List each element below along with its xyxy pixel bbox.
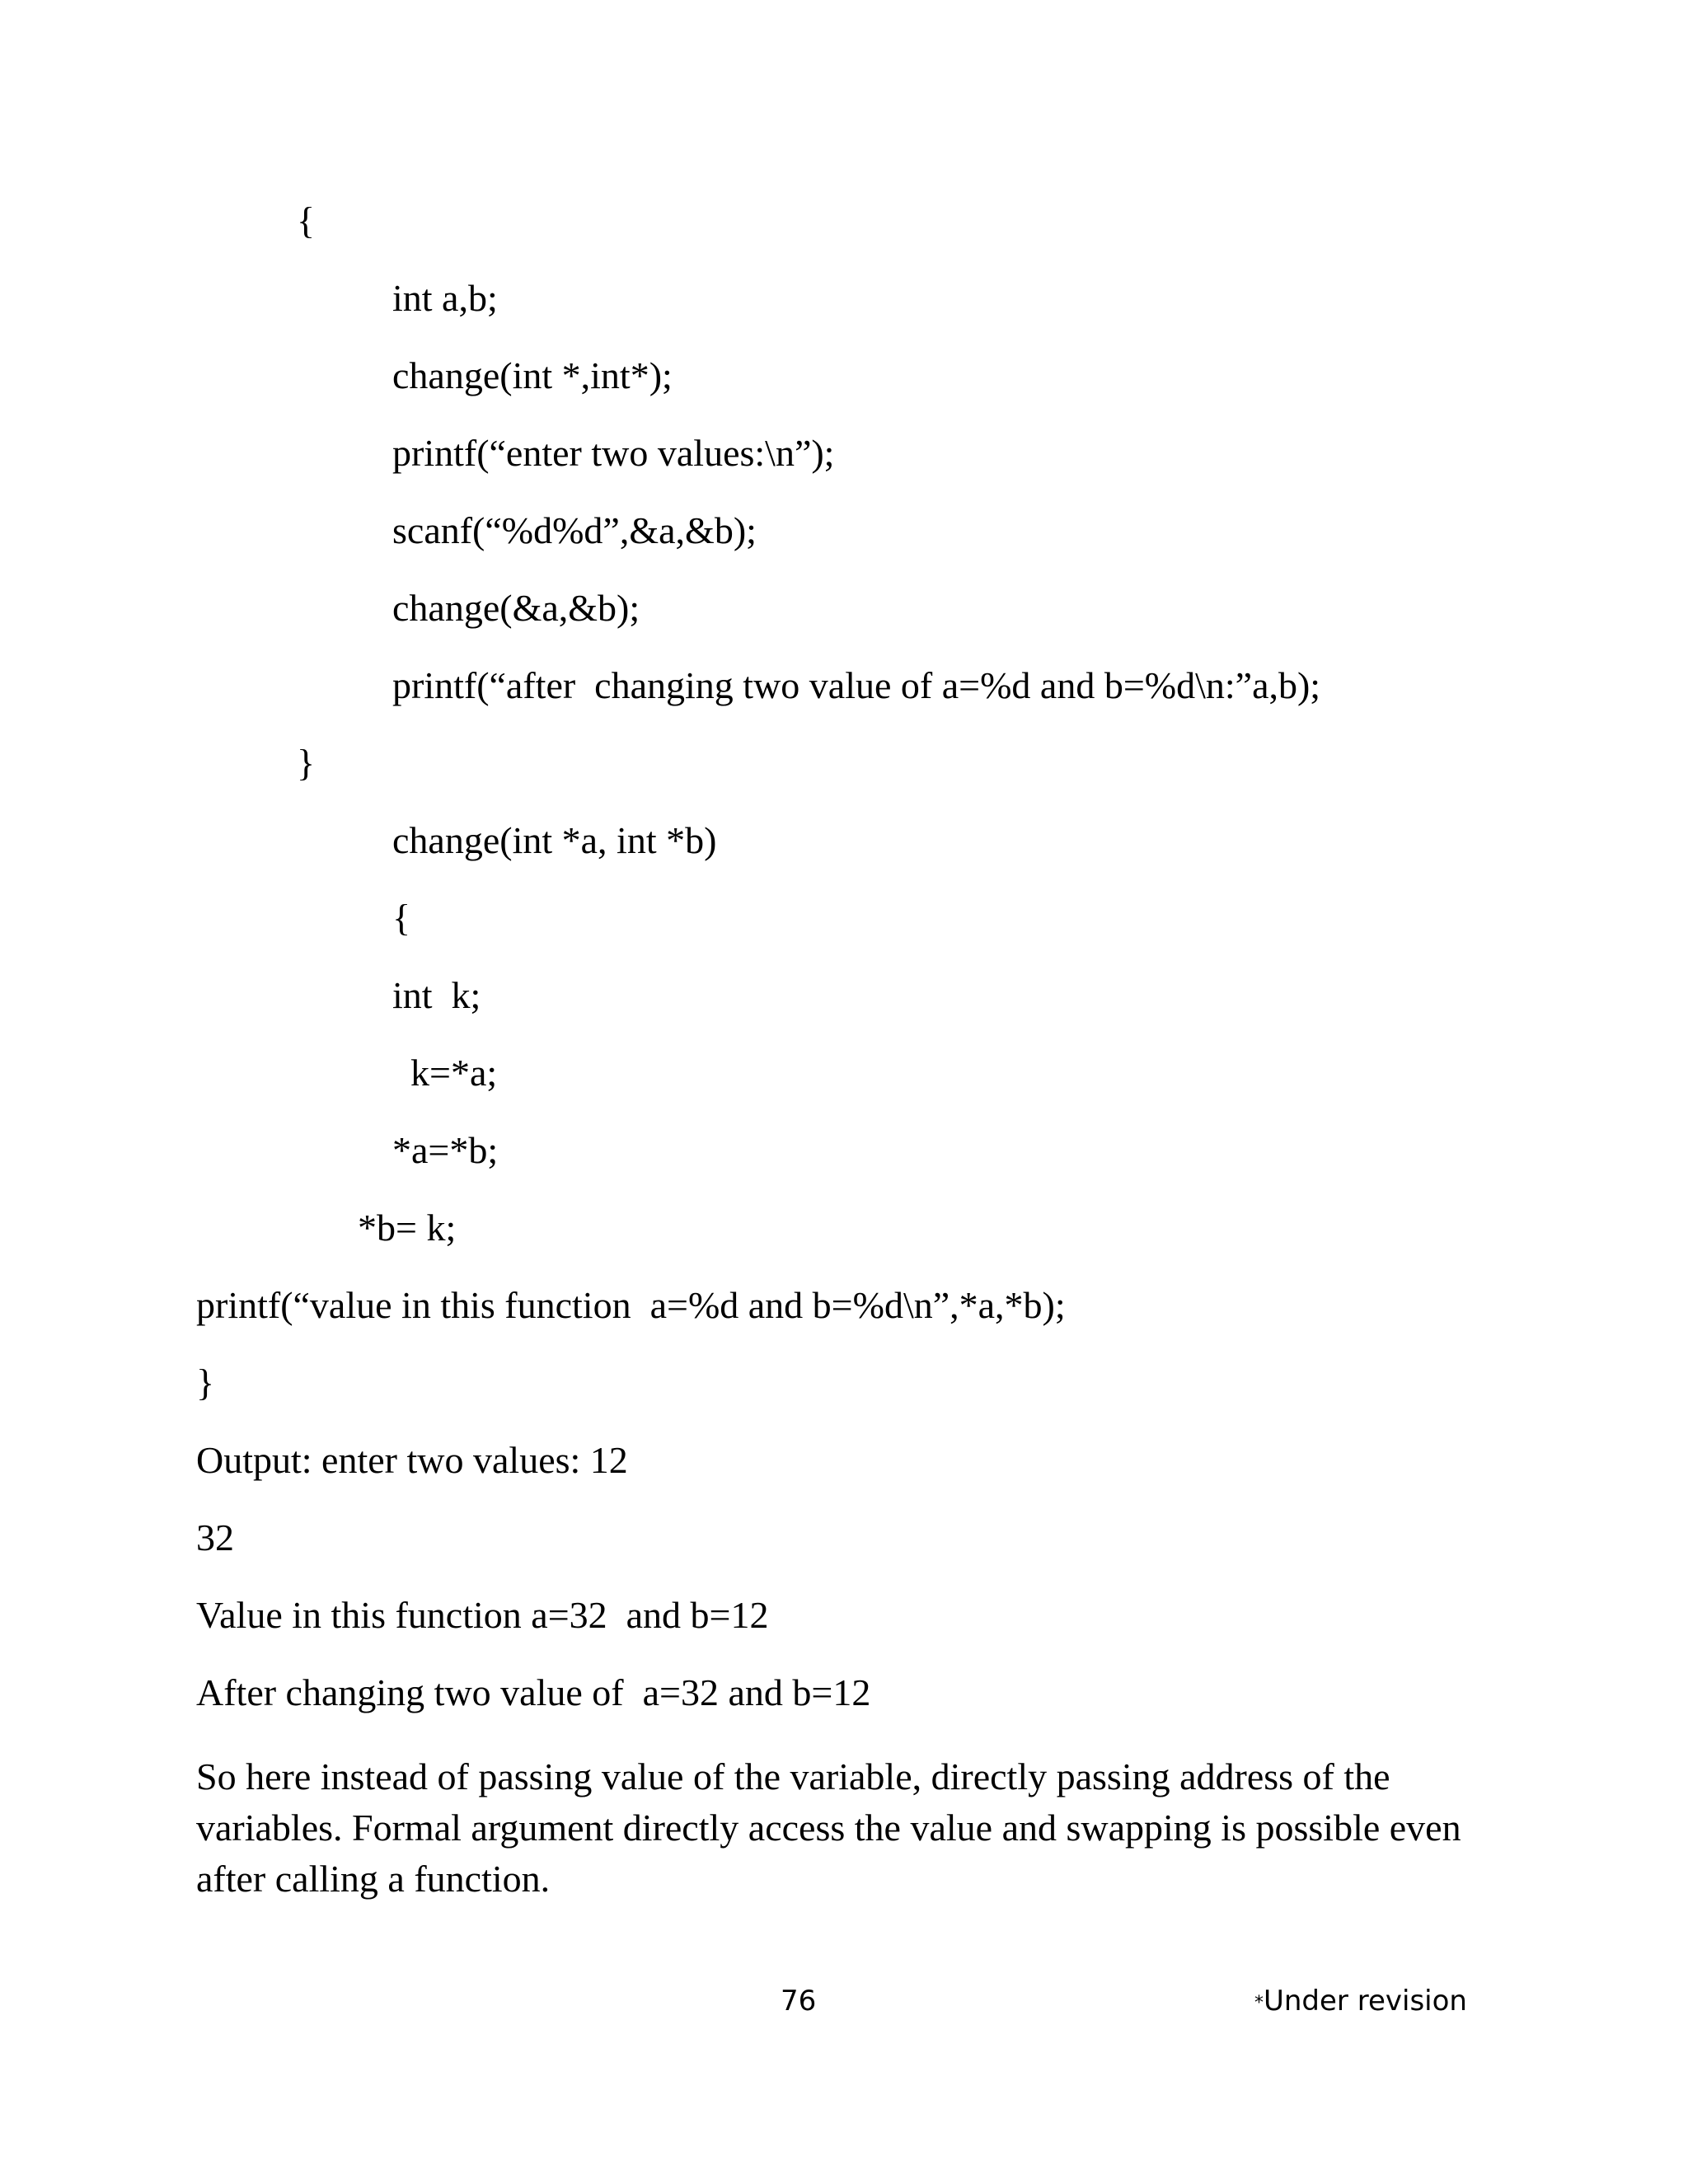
code-line-printf-after: printf(“after changing two value of a=%d and b=%d\n:”a,b); bbox=[392, 664, 1321, 706]
code-line-change-definition: change(int *a, int *b) bbox=[392, 819, 717, 861]
code-line-prototype: change(int *,int*); bbox=[392, 354, 673, 396]
explanation-line: after calling a function. bbox=[196, 1858, 551, 1900]
revision-note bbox=[1254, 1985, 1467, 2020]
explanation-line: So here instead of passing value of the variable, directly passing address of the bbox=[196, 1755, 1390, 1797]
revision-note-text: Under revision bbox=[1264, 1985, 1467, 2018]
output-line-second-value: 32 bbox=[196, 1516, 234, 1558]
code-line-printf-enter: printf(“enter two values:\n”); bbox=[392, 432, 835, 474]
explanation-paragraph bbox=[196, 1751, 1523, 1905]
code-line-main-close-brace: } bbox=[297, 742, 316, 784]
output-line-value-in-function: Value in this function a=32 and b=12 bbox=[196, 1594, 769, 1636]
code-line-declare-k: int k; bbox=[392, 974, 481, 1016]
code-line-change-close-brace: } bbox=[196, 1361, 215, 1404]
code-line-call-change: change(&a,&b); bbox=[392, 587, 640, 629]
code-line-k-assign: k=*a; bbox=[410, 1052, 498, 1094]
code-line-b-assign: *b= k; bbox=[358, 1207, 457, 1249]
output-line-after-changing: After changing two value of a=32 and b=12 bbox=[196, 1671, 871, 1713]
code-line-change-open-brace: { bbox=[392, 897, 411, 939]
page-number: 76 bbox=[781, 1985, 817, 2018]
output-line-enter-values: Output: enter two values: 12 bbox=[196, 1439, 628, 1481]
code-line-scanf: scanf(“%d%d”,&a,&b); bbox=[392, 509, 757, 551]
code-line-declare-ab: int a,b; bbox=[392, 277, 498, 319]
explanation-line: variables. Formal argument directly access the value and swapping is possible even bbox=[196, 1807, 1461, 1849]
code-line-a-assign: *a=*b; bbox=[392, 1129, 499, 1171]
revision-asterisk: * bbox=[1254, 1993, 1264, 2013]
code-line-main-open-brace: { bbox=[297, 199, 316, 241]
code-line-printf-value: printf(“value in this function a=%d and b=%d\n”,*a,*b); bbox=[196, 1284, 1066, 1326]
